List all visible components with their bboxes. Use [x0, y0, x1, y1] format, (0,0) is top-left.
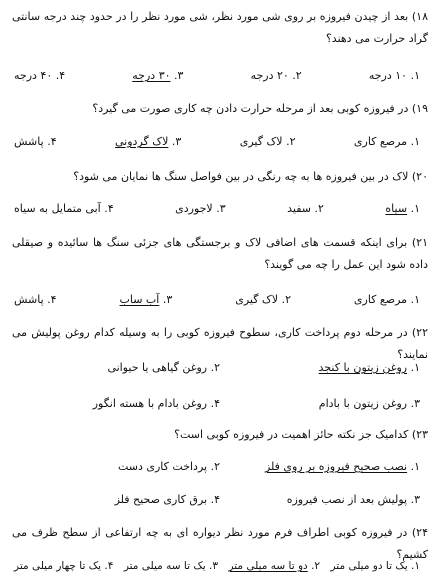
- option-text: ۱۰ درجه: [368, 69, 408, 82]
- q20-option-4: [14, 199, 114, 219]
- q23-option-2: [118, 457, 220, 477]
- option-text: آبی متمایل به سیاه: [14, 202, 101, 215]
- option-text: پاشش: [14, 135, 44, 148]
- option-text: سفید: [287, 202, 311, 215]
- q19-option-2: [240, 132, 296, 152]
- option-text: لاک گیری: [239, 135, 283, 148]
- option-text: پاشش: [14, 293, 44, 306]
- option-text: روغن بادام با هسته انگور: [92, 397, 208, 410]
- q24-option-3: [124, 556, 218, 576]
- option-number: ۴.: [55, 69, 66, 82]
- q21-option-3: [120, 290, 173, 310]
- option-text: پرداخت کاری دست: [117, 460, 208, 473]
- option-text: مرصع کاری: [353, 293, 408, 306]
- option-text-underlined: سیاه: [385, 202, 408, 215]
- option-number: ۲.: [311, 560, 321, 572]
- option-text: روغن زیتون با بادام: [318, 397, 408, 410]
- option-text: مرصع کاری: [353, 135, 408, 148]
- option-number: ۱.: [411, 560, 420, 572]
- question-19-options: [14, 132, 420, 152]
- q19-option-1: [354, 132, 420, 152]
- option-text: یک تا سه میلی متر: [123, 560, 206, 572]
- option-number: ۲.: [286, 135, 296, 148]
- option-text: برق کاری صحیح فلز: [114, 493, 208, 506]
- q24-option-2: [228, 556, 320, 576]
- q18-option-3: [132, 66, 183, 86]
- option-number: ۱.: [410, 361, 420, 374]
- q18-option-1: [369, 66, 420, 86]
- option-text: پولیش بعد از نصب فیروزه: [286, 493, 408, 506]
- option-number: ۳.: [410, 493, 420, 506]
- option-number: ۲.: [210, 361, 220, 374]
- option-number: ۳.: [174, 69, 184, 82]
- option-number: ۱.: [410, 202, 420, 215]
- option-number: ۲.: [281, 293, 291, 306]
- option-text-underlined: لاک گردونی: [115, 135, 169, 148]
- option-text: یک تا چهار میلی متر: [14, 560, 102, 572]
- option-number: ۲.: [292, 69, 302, 82]
- q19-option-3: [115, 132, 181, 152]
- option-number: ۴.: [104, 202, 114, 215]
- question-19: ۱۹) در فیروزه کوبی بعد از مرحله حرارت دادن چه کاری صورت می گیرد؟: [92, 102, 428, 115]
- option-number: ۳.: [162, 293, 173, 306]
- question-23: ۲۳) کدامیک جز نکته حائز اهمیت در فیروزه کوبی است؟: [174, 428, 428, 441]
- q23-option-4: [115, 490, 220, 510]
- option-text-underlined: نصب صحیح فیروزه بر روی فلز: [264, 460, 408, 473]
- option-number: ۴.: [104, 560, 114, 572]
- question-24: ۲۴) در فیروزه کوبی اطراف فرم مورد نظر دیواره ای به چه ارتفاعی از سطح ظرف می کشیم؟: [12, 526, 428, 561]
- q23-option-1: [265, 457, 420, 477]
- option-text: روغن گیاهی یا حیوانی: [107, 361, 208, 374]
- option-number: ۳.: [171, 135, 182, 148]
- q20-option-2: [287, 199, 324, 219]
- option-number: ۴.: [210, 397, 220, 410]
- q23-option-3: [287, 490, 420, 510]
- q22-option-1: [319, 358, 420, 378]
- q22-option-2: [107, 358, 220, 378]
- q18-option-4: [14, 66, 65, 86]
- question-18: ۱۸) بعد از چیدن فیروزه بر روی شی مورد نظر، شی مورد نظر را در حدود چند درجه سانتی گراد حرارت می دهند؟: [12, 10, 428, 45]
- option-text-underlined: روغن زیتون با کنجد: [318, 361, 408, 374]
- option-number: ۱.: [410, 69, 420, 82]
- option-number: ۱.: [410, 135, 420, 148]
- q21-option-1: [354, 290, 420, 310]
- question-21: ۲۱) برای اینکه قسمت های اضافی لاک و برجستگی های جزئی سنگ ها سائیده و صیقلی داده شود این عمل را چه می گویند؟: [12, 236, 428, 271]
- option-number: ۲.: [210, 460, 220, 473]
- q24-option-1: [331, 556, 420, 576]
- option-number: ۳.: [410, 397, 420, 410]
- option-number: ۳.: [216, 202, 226, 215]
- q20-option-3: [175, 199, 226, 219]
- q22-option-3: [319, 394, 420, 414]
- question-20: ۲۰) لاک در بین فیروزه ها به چه رنگی در بین فواصل سنگ ها نمایان می شود؟: [73, 170, 428, 183]
- option-number: ۴.: [210, 493, 220, 506]
- option-text: ۲۰ درجه: [250, 69, 289, 82]
- option-text-underlined: ۳۰ درجه: [132, 69, 171, 82]
- option-text-underlined: آب ساب: [119, 293, 160, 306]
- question-21-options: [14, 290, 420, 310]
- question-20-options: [14, 199, 420, 219]
- q19-option-4: [14, 132, 57, 152]
- option-number: ۱.: [410, 293, 420, 306]
- question-22: ۲۲) در مرحله دوم پرداخت کاری، سطوح فیروزه کوبی را به وسیله کدام روغن پولیش می نمایند؟: [12, 326, 428, 361]
- option-text-underlined: دو تا سه میلی متر: [228, 560, 308, 572]
- option-number: ۴.: [47, 293, 57, 306]
- option-number: ۲.: [314, 202, 324, 215]
- option-text: لاجوردی: [175, 202, 213, 215]
- option-text: یک تا دو میلی متر: [330, 560, 408, 572]
- q22-option-4: [93, 394, 220, 414]
- q21-option-4: [14, 290, 57, 310]
- option-number: ۳.: [209, 560, 218, 572]
- q24-option-4: [14, 556, 113, 576]
- option-text: لاک گیری: [235, 293, 279, 306]
- option-number: ۱.: [410, 460, 420, 473]
- question-18-options: [14, 66, 420, 86]
- option-text: ۴۰ درجه: [14, 69, 53, 82]
- q20-option-1: [385, 199, 420, 219]
- q21-option-2: [235, 290, 291, 310]
- q18-option-2: [251, 66, 302, 86]
- question-24-options: [14, 556, 420, 576]
- option-number: ۴.: [47, 135, 57, 148]
